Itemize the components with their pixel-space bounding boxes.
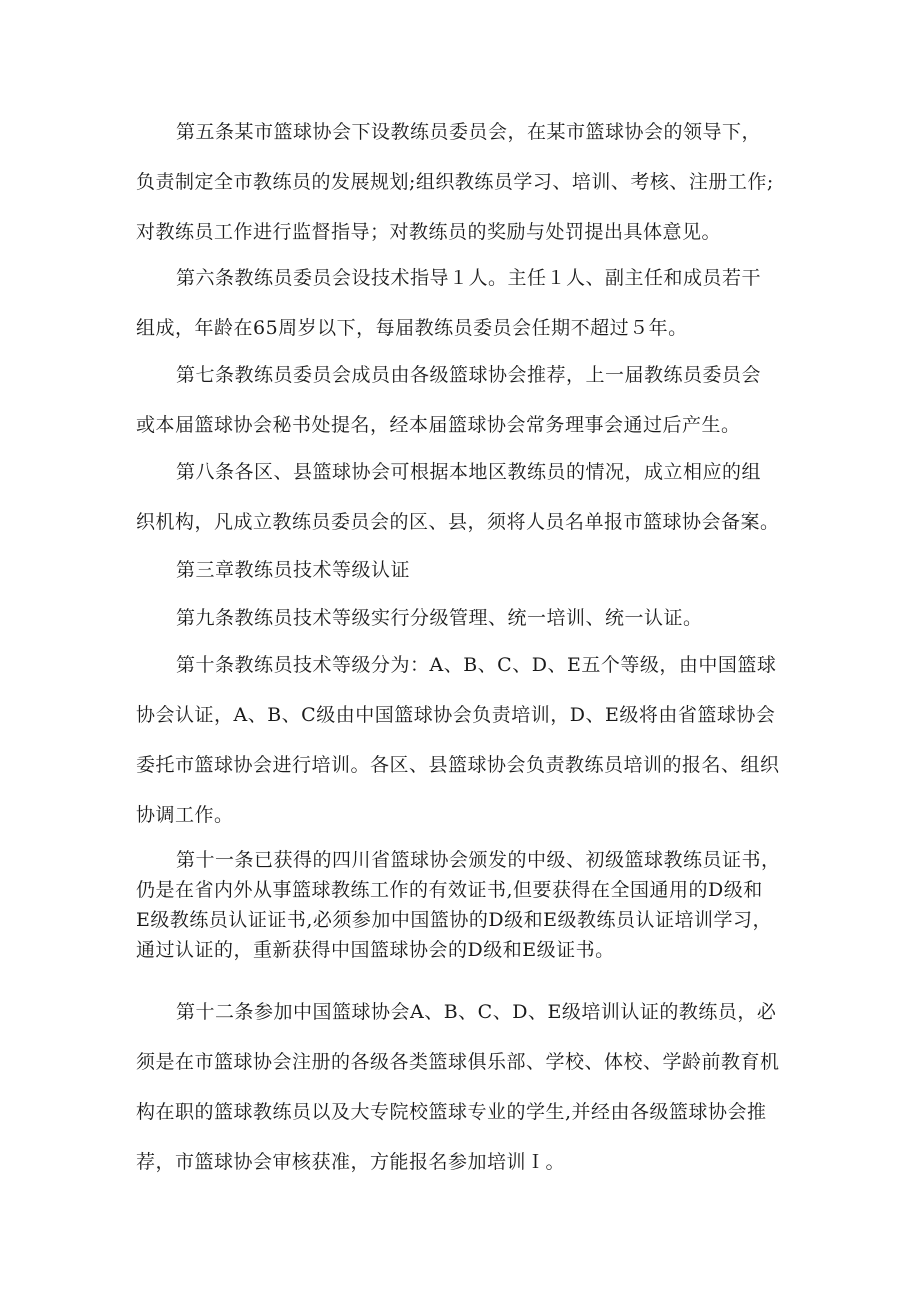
paragraph-line: 构在职的篮球教练员以及大专院校篮球专业的学生,并经由各级篮球协会推 xyxy=(136,1101,767,1123)
article-11-paragraph xyxy=(136,845,796,965)
paragraph-line: 通过认证的，重新获得中国篮球协会的D级和E级证书。 xyxy=(136,939,615,961)
paragraph-line: 第十条教练员技术等级分为：A、B、C、D、E五个等级，由中国篮球 xyxy=(176,654,777,676)
paragraph-line: 委托市篮球协会进行培训。各区、县篮球协会负责教练员培训的报名、组织 xyxy=(136,754,780,776)
paragraph-line: 第十二条参加中国篮球协会A、B、C、D、E级培训认证的教练员，必 xyxy=(176,1001,777,1023)
paragraph-line: 第十一条已获得的四川省篮球协会颁发的中级、初级篮球教练员证书， xyxy=(176,849,781,871)
paragraph-line: 第六条教练员委员会设技术指导１人。主任１人、副主任和成员若干 xyxy=(176,267,762,289)
paragraph-line: 协会认证，A、B、C级由中国篮球协会负责培训，D、E级将由省篮球协会 xyxy=(136,704,776,726)
paragraph-line: 对教练员工作进行监督指导；对教练员的奖励与处罚提出具体意见。 xyxy=(136,221,722,243)
article-8-paragraph xyxy=(136,447,796,547)
chapter-heading-text: 第三章教练员技术等级认证 xyxy=(176,559,411,581)
paragraph-line: 第九条教练员技术等级实行分级管理、统一培训、统一认证。 xyxy=(176,607,703,629)
paragraph-line: 组成，年龄在65周岁以下，每届教练员委员会任期不超过５年。 xyxy=(136,317,688,339)
article-12-paragraph xyxy=(136,987,796,1187)
paragraph-line: 负责制定全市教练员的发展规划;组织教练员学习、培训、考核、注册工作; xyxy=(136,171,774,193)
paragraph-line: 第八条各区、县篮球协会可根据本地区教练员的情况，成立相应的组 xyxy=(176,461,762,483)
paragraph-line: 织机构，凡成立教练员委员会的区、县，须将人员名单报市篮球协会备案。 xyxy=(136,511,780,533)
paragraph-line: 或本届篮球协会秘书处提名，经本届篮球协会常务理事会通过后产生。 xyxy=(136,414,741,436)
article-10-paragraph xyxy=(136,640,796,840)
article-7-paragraph xyxy=(136,350,796,450)
paragraph-line: 须是在市篮球协会注册的各级各类篮球俱乐部、学校、体校、学龄前教育机 xyxy=(136,1051,780,1073)
chapter-3-heading xyxy=(136,545,796,595)
paragraph-line: 荐，市篮球协会审核获准，方能报名参加培训Ｉ。 xyxy=(136,1151,566,1173)
article-9-paragraph xyxy=(136,593,796,643)
paragraph-line: 第七条教练员委员会成员由各级篮球协会推荐，上一届教练员委员会 xyxy=(176,364,762,386)
paragraph-line: 协调工作。 xyxy=(136,804,234,826)
paragraph-line: E级教练员认证证书,必须参加中国篮协的D级和E级教练员认证培训学习， xyxy=(136,909,773,931)
paragraph-line: 第五条某市篮球协会下设教练员委员会，在某市篮球协会的领导下， xyxy=(176,121,762,143)
paragraph-line: 仍是在省内外从事篮球教练工作的有效证书,但要获得在全国通用的D级和 xyxy=(136,879,763,901)
article-5-paragraph xyxy=(136,107,796,257)
article-6-paragraph xyxy=(136,253,796,353)
